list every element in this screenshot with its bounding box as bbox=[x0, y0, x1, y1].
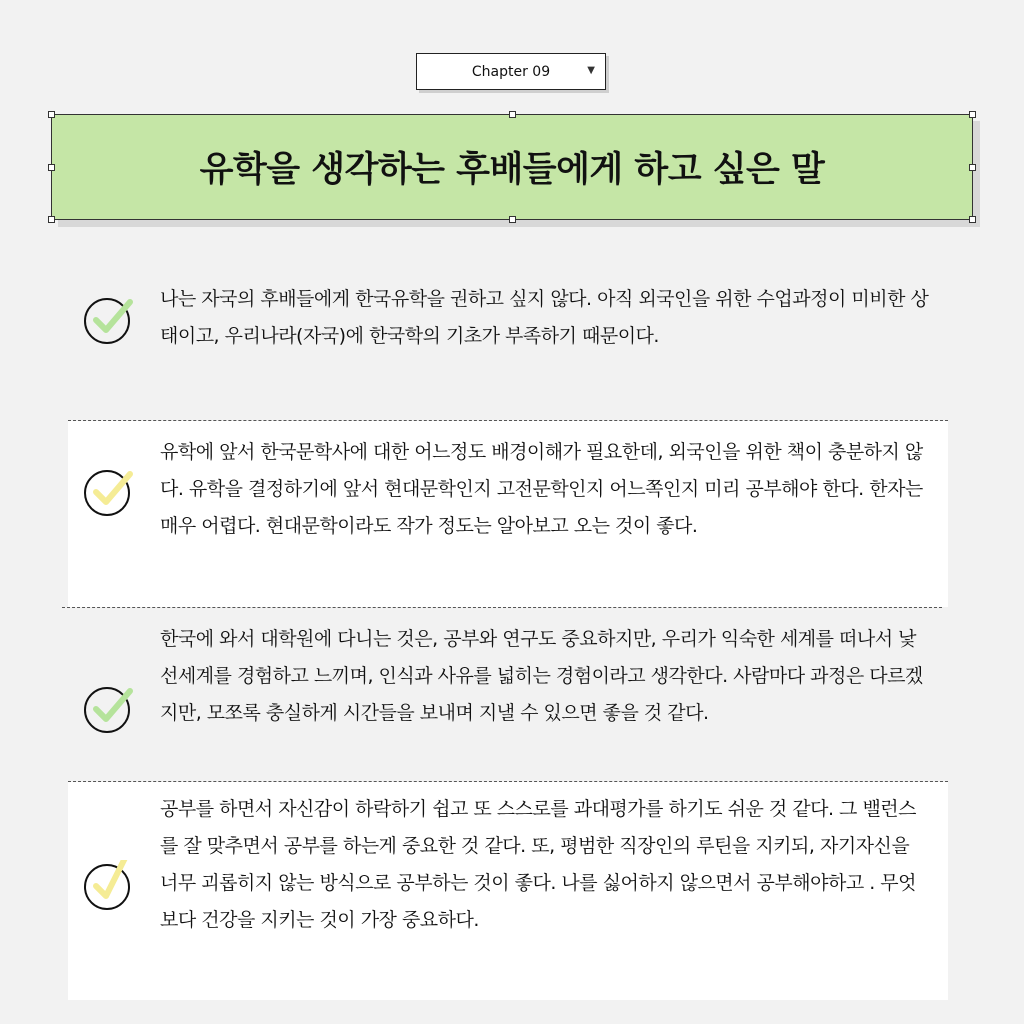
list-item: 한국에 와서 대학원에 다니는 것은, 공부와 연구도 중요하지만, 우리가 익숙한 세계를 떠나서 낯선세계를 경험하고 느끼며, 인식과 사유를 넓히는 경험이라고 생각한다. 사람마다 과정은 다르겠지만, 모쪼록 충실하게 시간들을 보내며 지낼 수 있으면 좋을 것 같다. bbox=[160, 628, 923, 724]
dashed-divider bbox=[68, 781, 948, 782]
resize-handle-top-left[interactable] bbox=[48, 111, 55, 118]
check-icon bbox=[82, 468, 138, 518]
check-icon bbox=[82, 860, 138, 910]
resize-handle-top[interactable] bbox=[509, 111, 516, 118]
list-item: 공부를 하면서 자신감이 하락하기 쉽고 또 스스로를 과대평가를 하기도 쉬운 것 같다. 그 밸런스를 잘 맞추면서 공부를 하는게 중요한 것 같다. 또, 평범한 직장인의 루틴을 지키되, 자기자신을 너무 괴롭히지 않는 방식으로 공부하는 것이 좋다. 나를 싫어하지 않으면서 공부해야하고 . 무엇보다 건강을 지키는 것이 가장 중요하다. bbox=[160, 798, 917, 931]
chapter-dropdown[interactable] bbox=[416, 53, 606, 90]
list-item: 유학에 앞서 한국문학사에 대한 어느정도 배경이해가 필요한데, 외국인을 위한 책이 충분하지 않다. 유학을 결정하기에 앞서 현대문학인지 고전문학인지 어느쪽인지 미리 공부해야 한다. 한자는 매우 어렵다. 현대문학이라도 작가 정도는 알아보고 오는 것이 좋다. bbox=[160, 441, 923, 537]
list-item: 나는 자국의 후배들에게 한국유학을 권하고 싶지 않다. 아직 외국인을 위한 수업과정이 미비한 상태이고, 우리나라(자국)에 한국학의 기초가 부족하기 때문이다. bbox=[160, 288, 929, 347]
dashed-divider bbox=[68, 420, 948, 421]
resize-handle-bottom[interactable] bbox=[509, 216, 516, 223]
check-icon bbox=[82, 296, 138, 346]
check-icon bbox=[82, 685, 138, 735]
resize-handle-top-right[interactable] bbox=[969, 111, 976, 118]
title-banner bbox=[51, 114, 973, 220]
dashed-divider bbox=[62, 607, 942, 608]
chevron-down-icon: ▼ bbox=[587, 65, 595, 76]
page-title: 유학을 생각하는 후배들에게 하고 싶은 말 bbox=[199, 150, 825, 190]
resize-handle-bottom-left[interactable] bbox=[48, 216, 55, 223]
resize-handle-right[interactable] bbox=[969, 164, 976, 171]
resize-handle-bottom-right[interactable] bbox=[969, 216, 976, 223]
chapter-label: Chapter 09 bbox=[471, 63, 551, 80]
resize-handle-left[interactable] bbox=[48, 164, 55, 171]
